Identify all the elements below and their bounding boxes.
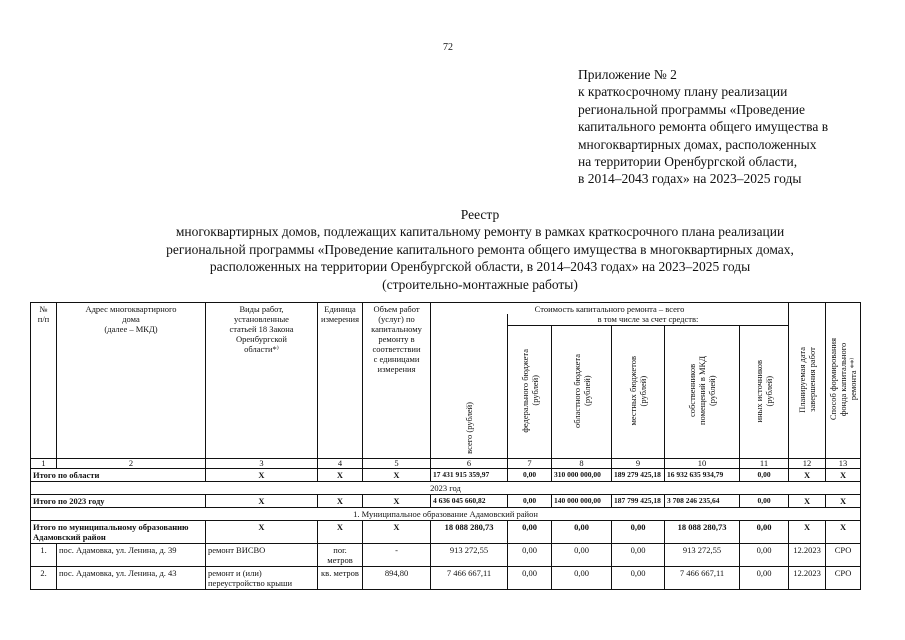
appendix-line: на территории Оренбургской области,	[578, 154, 798, 170]
cell-total: 4 636 045 660,82	[431, 495, 508, 508]
cell-federal: 0,00	[508, 521, 552, 544]
cell-unit: кв. метров	[318, 567, 363, 590]
cell-local: 0,00	[612, 567, 665, 590]
header-cost-group: Стоимость капитального ремонта – всего	[431, 303, 789, 315]
cell-date: Х	[789, 469, 826, 482]
column-number: 9	[612, 459, 665, 469]
appendix-line: Приложение № 2	[578, 67, 677, 82]
cell-method: Х	[826, 495, 861, 508]
cell-other: 0,00	[740, 469, 789, 482]
header-regional: областного бюджета (рублей)	[552, 326, 612, 459]
year-section-label: 2023 год	[31, 482, 861, 495]
cell-method: СРО	[826, 544, 861, 567]
column-number: 1	[31, 459, 57, 469]
cell-date: 12.2023	[789, 544, 826, 567]
header-date: Планируемая дата завершения работ	[789, 303, 826, 459]
title-line: региональной программы «Проведение капитального ремонта общего имущества в многоквартирных домах,	[166, 241, 794, 257]
cell-method: Х	[826, 469, 861, 482]
appendix-line: региональной программы «Проведение	[578, 101, 806, 117]
header-num: № п/п	[31, 303, 57, 459]
cell-owners: 7 466 667,11	[665, 567, 740, 590]
cell-num: 1.	[31, 544, 57, 567]
cell-total: 7 466 667,11	[431, 567, 508, 590]
cell-works: ремонт и (или) переустройство крыши	[206, 567, 318, 590]
cell-owners: 18 088 280,73	[665, 521, 740, 544]
cell-unit: Х	[318, 521, 363, 544]
cell-volume: 894,80	[363, 567, 431, 590]
cell-works: Х	[206, 495, 318, 508]
district-section-label: 1. Муниципальное образование Адамовский район	[31, 508, 861, 521]
cell-volume: Х	[363, 495, 431, 508]
column-number: 10	[665, 459, 740, 469]
title-line: Реестр	[460, 207, 500, 222]
cell-method: Х	[826, 521, 861, 544]
cell-federal: 0,00	[508, 469, 552, 482]
registry-table	[30, 302, 861, 590]
cell-owners: 913 272,55	[665, 544, 740, 567]
cell-works: ремонт ВИСВО	[206, 544, 318, 567]
header-total: всего (рублей)	[431, 314, 508, 459]
header-including: в том числе за счет средств:	[508, 314, 789, 326]
header-row	[31, 303, 861, 315]
column-number: 4	[318, 459, 363, 469]
header-address: Адрес многоквартирного дома (далее – МКД)	[57, 303, 206, 459]
cell-works: Х	[206, 469, 318, 482]
cell-num: 2.	[31, 567, 57, 590]
header-unit: Единица измерения	[318, 303, 363, 459]
title-line: (строительно-монтажные работы)	[382, 276, 578, 292]
cell-total: 18 088 280,73	[431, 521, 508, 544]
column-number-row	[31, 459, 861, 469]
header-local: местных бюджетов (рублей)	[612, 326, 665, 459]
cell-unit: пог. метров	[318, 544, 363, 567]
document-title	[0, 206, 905, 293]
cell-address: пос. Адамовка, ул. Ленина, д. 39	[57, 544, 206, 567]
column-number: 12	[789, 459, 826, 469]
cell-address: пос. Адамовка, ул. Ленина, д. 43	[57, 567, 206, 590]
cell-regional: 0,00	[552, 521, 612, 544]
cell-federal: 0,00	[508, 495, 552, 508]
header-other: иных источников (рублей)	[740, 326, 789, 459]
title-line: многоквартирных домов, подлежащих капитальному ремонту в рамках краткосрочного плана реализации	[175, 224, 785, 240]
column-number: 6	[431, 459, 508, 469]
column-number: 8	[552, 459, 612, 469]
cell-owners: 3 708 246 235,64	[665, 495, 740, 508]
cell-unit: Х	[318, 469, 363, 482]
column-number: 13	[826, 459, 861, 469]
cell-regional: 0,00	[552, 544, 612, 567]
appendix-line: к краткосрочному плану реализации	[578, 84, 788, 100]
header-volume: Объем работ (услуг) по капитальному ремонту в соответствии с единицами измерения	[363, 303, 431, 459]
cell-date: 12.2023	[789, 567, 826, 590]
header-federal: федерального бюджета (рублей)	[508, 326, 552, 459]
cell-total: 913 272,55	[431, 544, 508, 567]
district-section-row	[31, 508, 861, 521]
cell-other: 0,00	[740, 495, 789, 508]
cell-date: Х	[789, 521, 826, 544]
cell-regional: 310 000 000,00	[552, 469, 612, 482]
header-owners: собственников помещений в МКД (рублей)	[665, 326, 740, 459]
appendix-line: многоквартирных домах, расположенных	[578, 136, 817, 152]
cell-local: 187 799 425,18	[612, 495, 665, 508]
cell-local: 0,00	[612, 544, 665, 567]
table-row	[31, 567, 861, 590]
cell-volume: -	[363, 544, 431, 567]
column-number: 5	[363, 459, 431, 469]
table-row	[31, 544, 861, 567]
year-section-row	[31, 482, 861, 495]
total-region-row	[31, 469, 861, 482]
page-number: 72	[443, 42, 453, 53]
total-district-row	[31, 521, 861, 544]
cell-volume: Х	[363, 521, 431, 544]
cell-works: Х	[206, 521, 318, 544]
cell-regional: 140 000 000,00	[552, 495, 612, 508]
column-number: 7	[508, 459, 552, 469]
cell-owners: 16 932 635 934,79	[665, 469, 740, 482]
cell-federal: 0,00	[508, 544, 552, 567]
appendix-caption	[578, 66, 828, 188]
title-line: расположенных на территории Оренбургской области, в 2014–2043 годах» на 2023–2025 годы	[209, 259, 751, 275]
header-works: Виды работ, установленные статьей 18 Закона Оренбургской области*⁾	[206, 303, 318, 459]
header-method: Способ формирования фонда капитального ремонта **⁾	[826, 303, 861, 459]
cell-other: 0,00	[740, 544, 789, 567]
column-number: 2	[57, 459, 206, 469]
cell-volume: Х	[363, 469, 431, 482]
cell-total: 17 431 915 359,97	[431, 469, 508, 482]
cell-other: 0,00	[740, 567, 789, 590]
cell-unit: Х	[318, 495, 363, 508]
cell-local: 0,00	[612, 521, 665, 544]
row-label: Итого по муниципальному образованию Адамовский район	[31, 521, 206, 544]
cell-federal: 0,00	[508, 567, 552, 590]
appendix-line: капитального ремонта общего имущества в	[578, 119, 829, 135]
cell-local: 189 279 425,18	[612, 469, 665, 482]
row-label: Итого по 2023 году	[31, 495, 206, 508]
column-number: 3	[206, 459, 318, 469]
row-label: Итого по области	[31, 469, 206, 482]
appendix-line: в 2014–2043 годах» на 2023–2025 годы	[578, 171, 802, 187]
column-number: 11	[740, 459, 789, 469]
cell-method: СРО	[826, 567, 861, 590]
cell-regional: 0,00	[552, 567, 612, 590]
cell-date: Х	[789, 495, 826, 508]
total-2023-row	[31, 495, 861, 508]
cell-other: 0,00	[740, 521, 789, 544]
